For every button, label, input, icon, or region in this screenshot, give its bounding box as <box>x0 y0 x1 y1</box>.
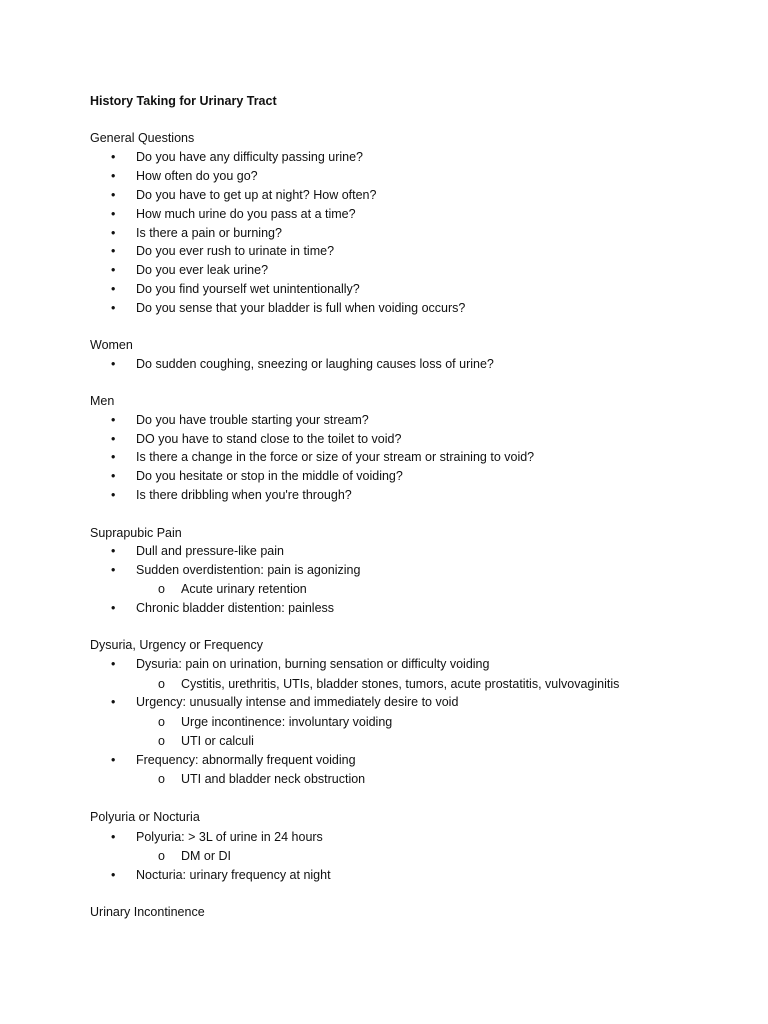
list-item: • How much urine do you pass at a time? <box>136 206 356 222</box>
list-item: • Dull and pressure-like pain <box>136 543 284 559</box>
list-item: • Chronic bladder distention: painless <box>136 600 334 616</box>
section-heading-polyuria: Polyuria or Nocturia <box>90 810 200 824</box>
sub-list-item: o Urge incontinence: involuntary voiding <box>181 714 392 730</box>
list-item: • Urgency: unusually intense and immediately desire to void <box>136 694 458 710</box>
list-item: • Do you have any difficulty passing urine? <box>136 149 363 165</box>
list-item: • Nocturia: urinary frequency at night <box>136 867 331 883</box>
list-item: • Dysuria: pain on urination, burning sensation or difficulty voiding <box>136 656 489 672</box>
list-item: • DO you have to stand close to the toilet to void? <box>136 431 401 447</box>
list-item: • Do you ever rush to urinate in time? <box>136 243 334 259</box>
list-item: • Is there a change in the force or size of your stream or straining to void? <box>136 449 534 465</box>
section-heading-men: Men <box>90 394 115 408</box>
sub-list-item: o DM or DI <box>181 848 231 864</box>
section-heading-general: General Questions <box>90 131 195 145</box>
sub-list-item: o UTI and bladder neck obstruction <box>181 771 365 787</box>
list-item: • Do you have trouble starting your stream? <box>136 412 369 428</box>
section-heading-suprapubic: Suprapubic Pain <box>90 526 182 540</box>
list-item: • Do sudden coughing, sneezing or laughing causes loss of urine? <box>136 356 494 372</box>
list-item: • Polyuria: > 3L of urine in 24 hours <box>136 829 323 845</box>
list-item: • Do you ever leak urine? <box>136 262 268 278</box>
section-heading-women: Women <box>90 338 133 352</box>
section-heading-incontinence: Urinary Incontinence <box>90 905 205 919</box>
list-item: • Do you hesitate or stop in the middle of voiding? <box>136 468 403 484</box>
list-item: • Do you sense that your bladder is full when voiding occurs? <box>136 300 465 316</box>
list-item: • Sudden overdistention: pain is agonizing <box>136 562 360 578</box>
list-item: • Do you find yourself wet unintentionally? <box>136 281 360 297</box>
sub-list-item: o Acute urinary retention <box>181 581 307 597</box>
list-item: • Is there dribbling when you're through? <box>136 487 352 503</box>
list-item: • How often do you go? <box>136 168 258 184</box>
list-item: • Do you have to get up at night? How often? <box>136 187 376 203</box>
list-item: • Is there a pain or burning? <box>136 225 282 241</box>
list-item: • Frequency: abnormally frequent voiding <box>136 752 356 768</box>
sub-list-item: o Cystitis, urethritis, UTIs, bladder stones, tumors, acute prostatitis, vulvovaginitis <box>181 676 619 692</box>
document-title: History Taking for Urinary Tract <box>90 94 277 108</box>
sub-list-item: o UTI or calculi <box>181 733 254 749</box>
section-heading-dysuria: Dysuria, Urgency or Frequency <box>90 638 263 652</box>
